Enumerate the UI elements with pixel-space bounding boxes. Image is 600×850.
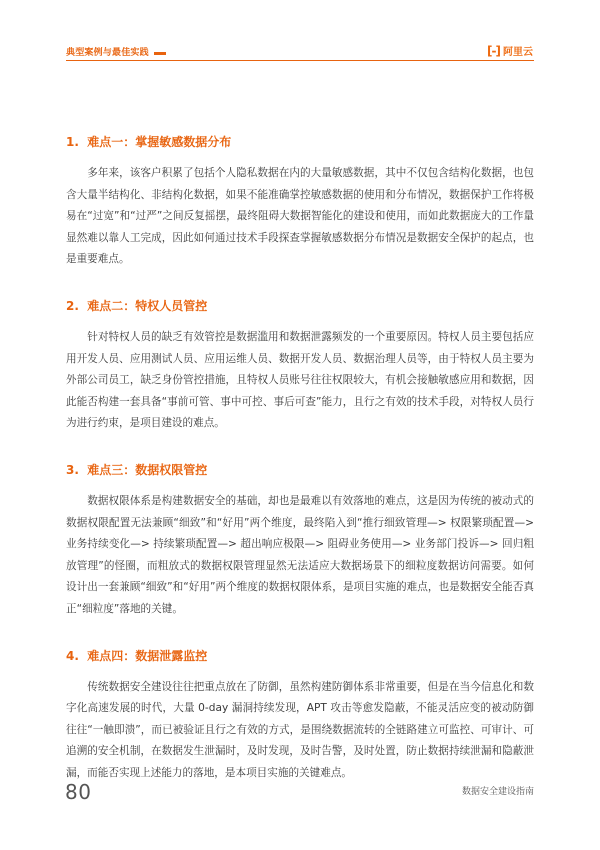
section-2-heading: 2. 难点二：特权人员管控 xyxy=(66,298,208,313)
header-accent-bar xyxy=(154,52,166,55)
page-number: 80 xyxy=(65,780,92,804)
header-divider xyxy=(66,60,534,61)
aliyun-logo xyxy=(487,43,533,58)
page-content xyxy=(66,132,534,784)
section-1 xyxy=(66,132,534,271)
section-4-body: 传统数据安全建设往往把重点放在了防御，虽然构建防御体系非常重要，但是在当今信息化和数字化高速发展的时代，大量 0-day 漏洞持续发现，APT 攻击等愈发隐蔽，不能灵活应变的被动防御往往“一触即溃”，而已被验证且行之有效的方式，是围绕数据流转的全链路建立可监控、可审计、可追溯的安全机制，在数据发生泄漏时，及时发现，及时告警，及时处置，防止数据持续泄漏和隐蔽泄漏，而能否实现上述能力的落地，是本项目实施的关键难点。 xyxy=(66,680,534,779)
section-3 xyxy=(66,460,534,621)
section-4 xyxy=(66,646,534,785)
section-2-body: 针对特权人员的缺乏有效管控是数据滥用和数据泄露频发的一个重要原因。特权人员主要包括应用开发人员、应用测试人员、应用运维人员、数据开发人员、数据治理人员等，由于特权人员主要为外部公司员工，缺乏身份管控措施，且特权人员账号往往权限较大，有机会接触敏感应用和数据，因此能否构建一套具备“事前可管、事中可控、事后可查”能力，且行之有效的技术手段，对特权人员行为进行约束，是项目建设的难点。 xyxy=(66,330,534,430)
logo-text: 阿里云 xyxy=(502,47,533,58)
section-2 xyxy=(66,296,534,435)
section-1-body: 多年来，该客户积累了包括个人隐私数据在内的大量敏感数据，其中不仅包含结构化数据，也包含大量半结构化、非结构化数据，如果不能准确掌控敏感数据的使用和分布情况，数据保护工作将极易在“过宽”和“过严”之间反复摇摆，最终阻碍大数据智能化的建设和使用，而如此数据庞大的工作量显然难以靠人工完成，因此如何通过技术手段探查掌握敏感数据分布情况是数据安全保护的起点，也是重要难点。 xyxy=(66,167,534,266)
header-section-title: 典型案例与最佳实践 xyxy=(66,45,166,58)
section-3-body: 数据权限体系是构建数据安全的基础，却也是最难以有效落地的难点，这是因为传统的被动式的数据权限配置无法兼顾“细致”和“好用”两个维度，最终陷入到“推行细致管理—> 权限繁琐配置—> 业务持续变化—> 持续繁琐配置—> 超出响应极限—> 阻碍业务使用—> 业务部门投诉—> 回归粗放管理”的怪圈，而粗放式的数据权限管理显然无法适应大数据场景下的细粒度数据访问需要。如何设计出一套兼顾“细致”和“好用”两个维度的数据权限体系，是项目实施的难点，也是数据安全能否真正“细粒度”落地的关键。 xyxy=(66,494,534,615)
section-1-heading: 1. 难点一：掌握敏感数据分布 xyxy=(66,135,232,149)
section-3-heading: 3. 难点三：数据权限管控 xyxy=(66,462,208,477)
page-header xyxy=(0,0,600,62)
logo-mark-icon: [-] xyxy=(487,43,500,58)
section-4-heading: 4. 难点四：数据泄露监控 xyxy=(66,648,208,663)
footer-doc-title: 数据安全建设指南 xyxy=(461,787,534,797)
